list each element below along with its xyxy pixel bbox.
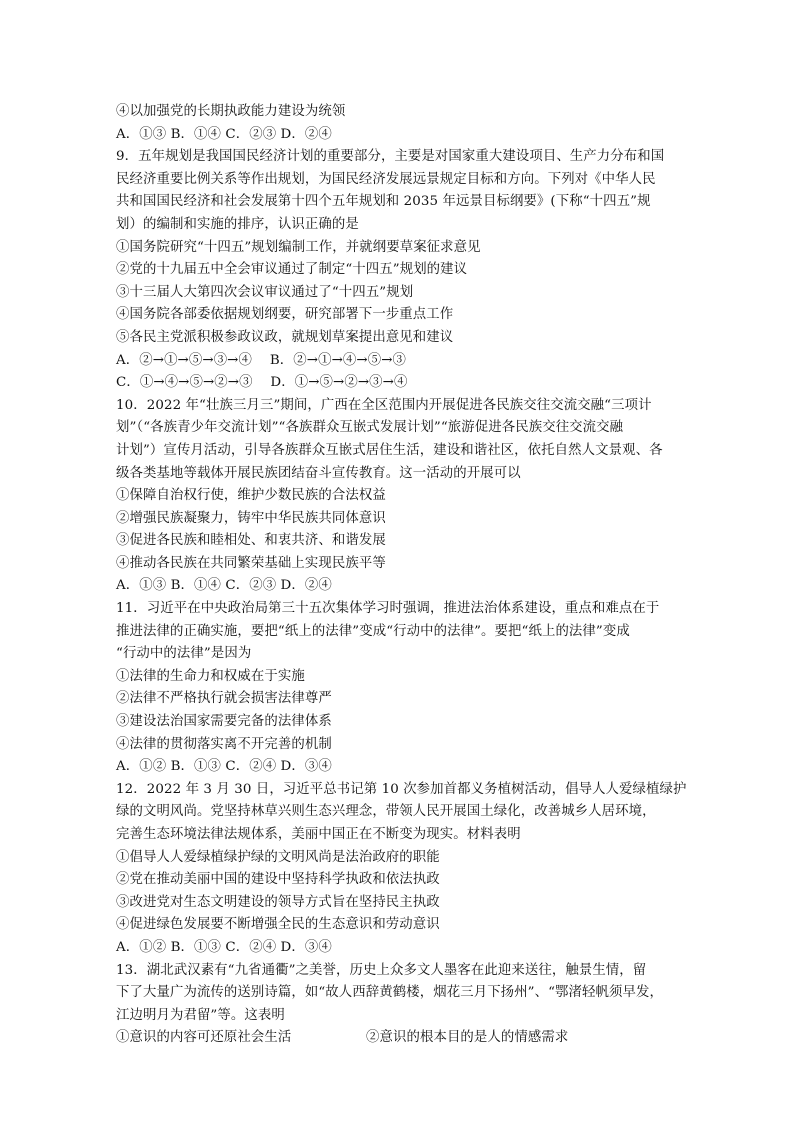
exam-page: [116, 101, 687, 1050]
q9-stem-line: 共和国国民经济和社会发展第十四个五年规划和 2035 年远景目标纲要》(下称“十四五”规: [116, 194, 651, 210]
q12-stem-line: 完善生态环境法律法规体系，美丽中国正在不断变为现实。材料表明: [116, 827, 521, 842]
q13-item-2: ②意识的根本目的是人的情感需求: [366, 1030, 569, 1046]
q10-stem-line: 级各类基地等载体开展民族团结奋斗宣传教育。这一活动的开展可以: [116, 465, 521, 481]
q11-stem-line: 11．习近平在中央政治局第三十五次集体学习时强调，推进法治体系建设，重点和难点在于: [116, 601, 660, 617]
q11-item-4: ④法律的贯彻落实离不开完善的机制: [116, 736, 332, 752]
q9-stem-line: 9．五年规划是我国国民经济计划的重要部分，主要是对国家重大建设项目、生产力分布和国: [116, 149, 665, 165]
q12-item-1: ①倡导人人爱绿植绿护绿的文明风尚是法治政府的职能: [116, 849, 440, 865]
q9-stem-line: 划）的编制和实施的排序，认识正确的是: [116, 216, 359, 232]
q8-option-4: ④以加强党的长期执政能力建设为统领: [116, 104, 346, 119]
q13-stem-line: 下了大量广为流传的送别诗篇，如“故人西辞黄鹤楼，烟花三月下扬州”、“鄂渚轻帆须早发，: [116, 985, 663, 1001]
q9-stem-line: 民经济重要比例关系等作出规划，为国民经济发展远景规定目标和方向。下列对《中华人民: [116, 171, 656, 187]
q9-item-1: ①国务院研究“十四五”规划编制工作，并就纲要草案征求意见: [116, 239, 481, 255]
question-10: [116, 395, 682, 598]
q12-item-3: ③改进党对生态文明建设的领导方式旨在坚持民主执政: [116, 894, 440, 910]
q12-stem-line: 12．2022 年 3 月 30 日，习近平总书记第 10 次参加首都义务植树活动，倡导人人爱绿植绿护: [116, 781, 687, 797]
question-12: [116, 779, 687, 960]
q9-answer-choices-row-2: C．①→④→⑤→②→③ D．①→⑤→②→③→④: [116, 375, 408, 391]
q10-item-1: ①保障自治权行使，维护少数民族的合法权益: [116, 488, 386, 504]
q12-item-2: ②党在推动美丽中国的建设中坚持科学执政和依法执政: [116, 872, 440, 888]
q13-items-row: [116, 1027, 682, 1050]
q9-item-4: ④国务院各部委依据规划纲要，研究部署下一步重点工作: [116, 307, 454, 323]
q13-stem-line: 13．湖北武汉素有“九省通衢”之美誉，历史上众多文人墨客在此迎来送往，触景生情，留: [116, 962, 647, 978]
question-8-tail: [116, 101, 682, 146]
q8-answer-choices: A．①③ B．①④ C．②③ D．②④: [116, 126, 332, 142]
q11-item-2: ②法律不严格执行就会损害法律尊严: [116, 691, 332, 707]
q10-item-3: ③促进各民族和睦相处、和衷共济、和谐发展: [116, 533, 386, 549]
q10-answer-choices: A．①③ B．①④ C．②③ D．②④: [116, 578, 332, 594]
q9-answer-choices-row-1: A．②→①→⑤→③→④ B．②→①→④→⑤→③: [116, 352, 407, 368]
q12-item-4: ④促进绿色发展要不断增强全民的生态意识和劳动意识: [116, 917, 440, 933]
q13-stem-line: 江边明月为君留”等。这表明: [116, 1007, 285, 1023]
q10-stem-line: 划”（“各族青少年交流计划”“各族群众互嵌式发展计划”“旅游促进各民族交往交流交融: [116, 420, 624, 436]
q10-stem-line: 计划”）宣传月活动，引导各族群众互嵌式居住生活，建设和谐社区，依托自然人文景观、各: [116, 442, 663, 458]
q9-item-2: ②党的十九届五中全会审议通过了制定“十四五”规划的建议: [116, 262, 468, 278]
q11-stem-line: 推进法律的正确实施，要把“纸上的法律”变成“行动中的法律”。要把“纸上的法律”变成: [116, 623, 630, 639]
q11-stem-line: “行动中的法律”是因为: [116, 646, 252, 662]
q11-item-1: ①法律的生命力和权威在于实施: [116, 668, 305, 684]
q12-answer-choices: A．①② B．①③ C．②④ D．③④: [116, 939, 332, 955]
question-11: [116, 598, 682, 779]
q9-item-3: ③十三届人大第四次会议审议通过了“十四五”规划: [116, 284, 414, 300]
q10-item-4: ④推动各民族在共同繁荣基础上实现民族平等: [116, 555, 386, 571]
q13-item-1: ①意识的内容可还原社会生活: [116, 1030, 292, 1046]
q11-item-3: ③建设法治国家需要完备的法律体系: [116, 714, 332, 730]
question-13: [116, 960, 682, 1050]
q12-stem-line: 绿的文明风尚。党坚持林草兴则生态兴理念，带领人民开展国土绿化，改善城乡人居环境，: [116, 804, 656, 820]
q10-item-2: ②增强民族凝聚力，铸牢中华民族共同体意识: [116, 510, 386, 526]
question-9: [116, 146, 682, 395]
q10-stem-line: 10．2022 年“壮族三月三”期间，广西在全区范围内开展促进各民族交往交流交融“三项计: [116, 397, 652, 413]
q9-item-5: ⑤各民主党派积极参政议政，就规划草案提出意见和建议: [116, 329, 454, 345]
q11-answer-choices: A．①② B．①③ C．②④ D．③④: [116, 759, 332, 775]
